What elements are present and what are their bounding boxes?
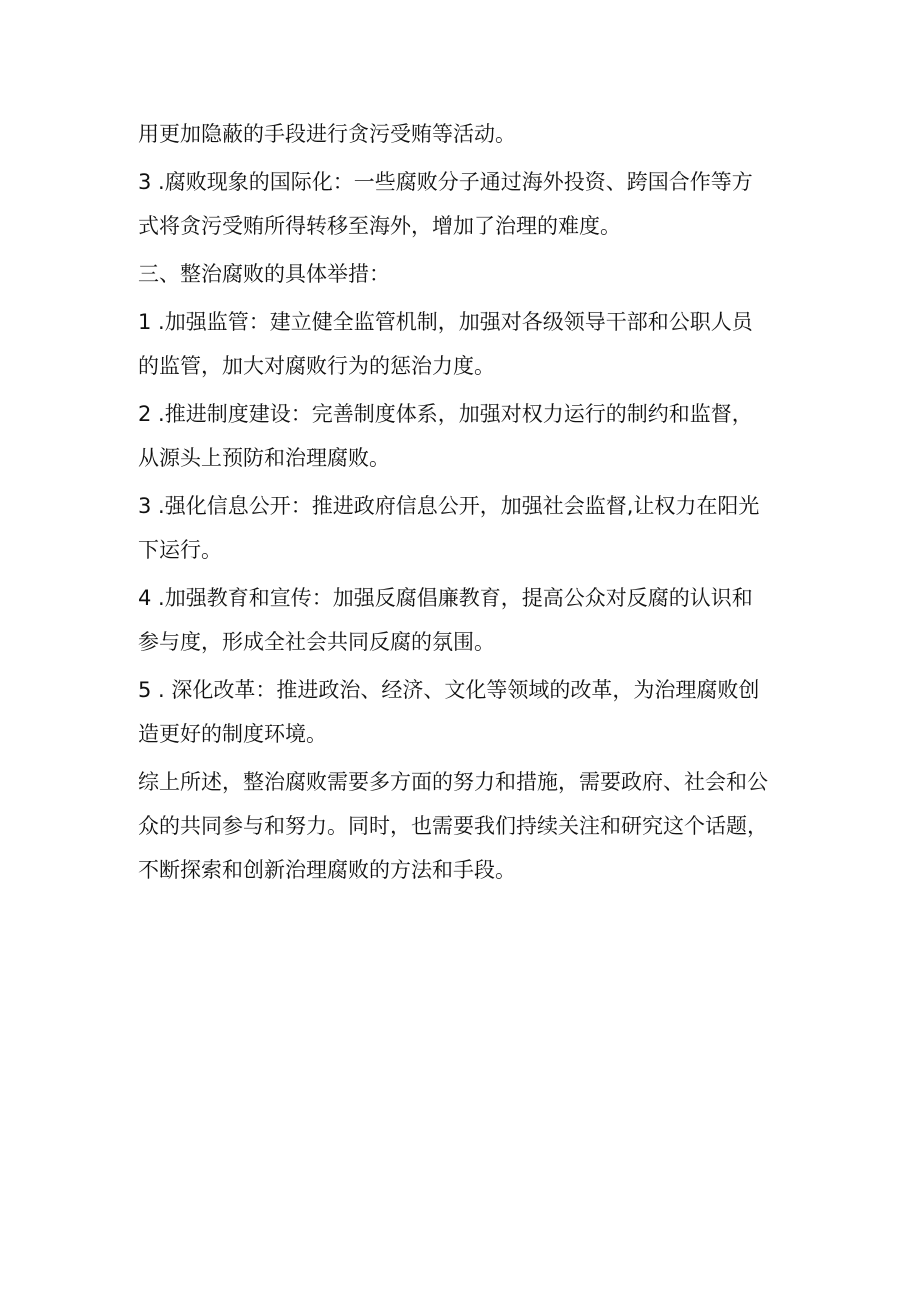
paragraph	[138, 112, 788, 156]
text-line: 从源头上预防和治理腐败。	[138, 446, 390, 470]
text-line: 综上所述，整治腐败需要多方面的努力和措施，需要政府、社会和公	[138, 770, 768, 794]
text-line: 3 .强化信息公开：推进政府信息公开，加强社会监督,让权力在阳光	[138, 494, 760, 518]
text-line: 5 . 深化改革：推进政治、经济、文化等领域的改革，为治理腐败创	[138, 678, 760, 702]
paragraph	[138, 668, 788, 756]
paragraph	[138, 300, 788, 388]
text-line: 不断探索和创新治理腐败的方法和手段。	[138, 858, 516, 882]
text-line: 1 .加强监管：建立健全监管机制，加强对各级领导干部和公职人员	[138, 310, 753, 334]
document-body	[138, 112, 788, 896]
paragraph	[138, 576, 788, 664]
paragraph	[138, 392, 788, 480]
text-line: 用更加隐蔽的手段进行贪污受贿等活动。	[138, 122, 516, 146]
section-heading	[138, 252, 788, 296]
paragraph	[138, 484, 788, 572]
text-line: 的监管，加大对腐败行为的惩治力度。	[138, 354, 495, 378]
text-line: 造更好的制度环境。	[138, 722, 327, 746]
text-line: 3 .腐败现象的国际化：一些腐败分子通过海外投资、跨国合作等方	[138, 170, 753, 194]
text-line: 下运行。	[138, 538, 222, 562]
text-line: 参与度，形成全社会共同反腐的氛围。	[138, 630, 495, 654]
text-line: 式将贪污受贿所得转移至海外，增加了治理的难度。	[138, 214, 621, 238]
text-line: 众的共同参与和努力。同时，也需要我们持续关注和研究这个话题，	[138, 814, 768, 838]
text-line: 三、整治腐败的具体举措：	[138, 262, 390, 286]
paragraph	[138, 160, 788, 248]
text-line: 4 .加强教育和宣传：加强反腐倡廉教育，提高公众对反腐的认识和	[138, 586, 753, 610]
text-line: 2 .推进制度建设：完善制度体系，加强对权力运行的制约和监督，	[138, 402, 753, 426]
conclusion-paragraph	[138, 760, 788, 892]
